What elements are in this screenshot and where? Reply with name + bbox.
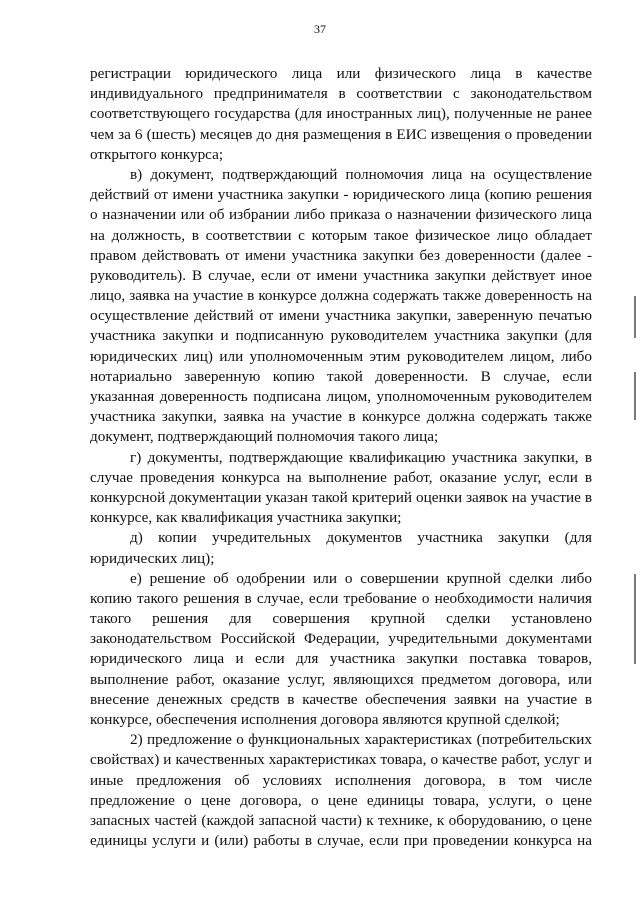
text-line: индивидуального предпринимателя в соответствии с законодательством [90,85,592,103]
text-line: конкурсной документации указан такой критерий оценки заявок на участие в [90,488,592,506]
text-line: документ, подтверждающий полномочия такого лица; [90,428,439,446]
text-line: осуществление действий от имени участника закупки, заверенную печатью [90,307,592,325]
text-line: единицы услуги и (или) работы в случае, если при проведении конкурса на [90,832,592,850]
text-line: в) документ, подтверждающий полномочия лица на осуществление [130,165,592,183]
scan-margin-mark [634,574,636,664]
text-line: конкурсе, как квалификация участника закупки; [90,509,402,527]
text-line: юридических лиц); [90,549,215,567]
text-line: участника закупки и подписанную руководителем участника закупки (для [90,327,592,345]
text-line: случае проведения конкурса на выполнение работ, оказание услуг, если в [90,468,592,486]
text-line: правом действовать от имени участника закупки без доверенности (далее - [90,246,592,264]
text-line: д) копии учредительных документов участника закупки (для [130,529,592,547]
text-line: юридических лиц) или уполномоченным этим руководителем лицом, либо [90,347,592,365]
text-line: руководитель). В случае, если от имени участника закупки действует иное [90,266,592,284]
text-line: е) решение об одобрении или о совершении крупной сделки либо [130,569,592,587]
text-line: 2) предложение о функциональных характеристиках (потребительских [130,731,592,749]
text-line: регистрации юридического лица или физического лица в качестве [90,65,592,82]
text-line: юридического лица и если для участника закупки поставка товаров, [90,650,592,668]
text-line: открытого конкурса; [90,145,224,163]
text-line: выполнение работ, оказание услуг, являющихся предметом договора, или [90,670,592,688]
text-line: соответствующего государства (для иностранных лиц), полученные не ранее [90,105,592,123]
text-line: указанная доверенность подписана лицом, уполномоченным руководителем [90,388,592,405]
text-line: внесение денежных средств в качестве обеспечения заявки на участие в [90,690,592,708]
text-line: иные предложения об условиях исполнения договора, в том числе [90,771,592,789]
document-body [90,64,592,851]
text-line: свойствах) и качественных характеристиках товара, о качестве работ, услуг и [90,751,592,769]
text-line: участника закупки, заявка на участие в конкурсе должна содержать также [90,408,592,426]
text-line: законодательством Российской Федерации, учредительными документами [90,630,592,648]
text-line: копию такого решения в случае, если требование о необходимости наличия [90,589,592,607]
scan-margin-mark [634,372,636,420]
scan-margin-mark [634,296,636,338]
text-line: о назначении или об избрании либо приказа о назначении физического лица [90,206,592,224]
text-line: такого решения для совершения крупной сделки установлено [90,610,592,628]
text-line: на должность, в соответствии с которым такое физическое лицо обладает [90,226,592,244]
text-line: чем за 6 (шесть) месяцев до дня размещения в ЕИС извещения о проведении [90,125,592,143]
text-line: нотариально заверенную копию такой доверенности. В случае, если [90,367,592,385]
text-line: конкурсе, обеспечения исполнения договора являются крупной сделкой; [90,711,560,728]
text-line: лицо, заявка на участие в конкурсе должна содержать также доверенность на [90,287,592,305]
text-line: запасных частей (каждой запасной части) к технике, к оборудованию, о цене [90,811,592,829]
text-line: предложение о цене договора, о цене единицы товара, услуги, о цене [90,791,592,809]
text-line: г) документы, подтверждающие квалификацию участника закупки, в [130,448,592,466]
page-number: 37 [314,22,326,36]
text-line: действий от имени участника закупки - юридического лица (копию решения [90,186,592,204]
